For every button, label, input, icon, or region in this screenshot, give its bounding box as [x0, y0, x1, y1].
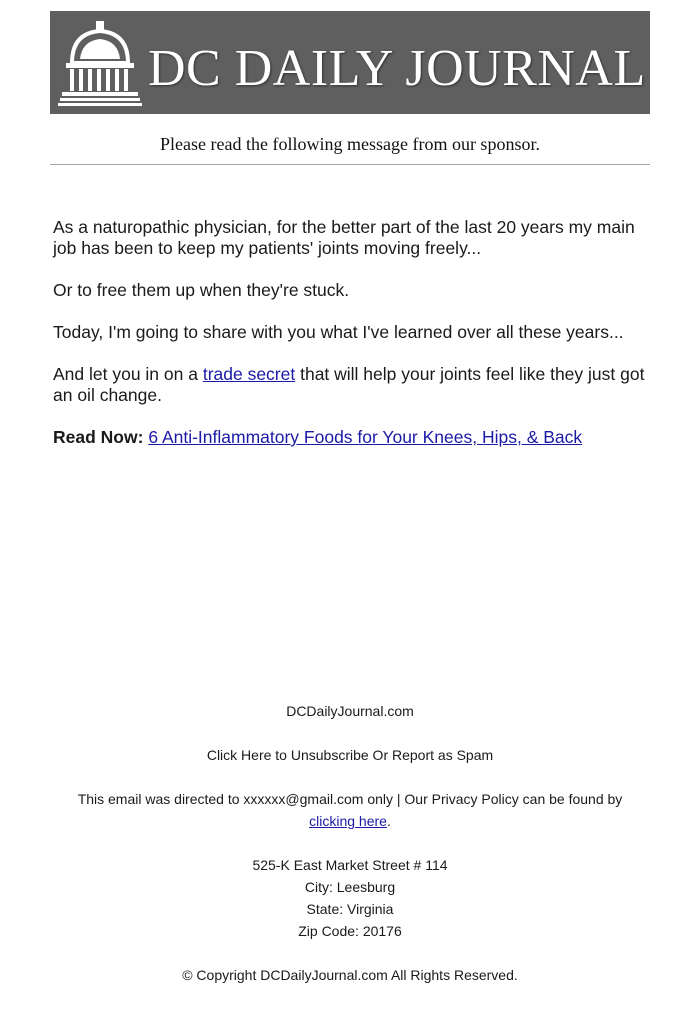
capitol-dome-icon — [58, 19, 142, 109]
privacy-link[interactable]: clicking here — [309, 813, 387, 829]
article-body — [53, 217, 653, 469]
address-line: 525-K East Market Street # 114 — [252, 857, 448, 873]
footer-site: DCDailyJournal.com — [286, 703, 414, 719]
footer-directed — [50, 788, 650, 832]
read-now — [53, 427, 653, 448]
footer-address — [50, 854, 650, 942]
sponsor-note: Please read the following message from our sponsor. — [160, 134, 540, 154]
copyright: © Copyright DCDailyJournal.com All Rights Reserved. — [182, 967, 518, 983]
zip-line: Zip Code: 20176 — [298, 923, 402, 939]
state-line: State: Virginia — [306, 901, 394, 917]
city-line: City: Leesburg — [304, 879, 396, 895]
masthead-title: DC DAILY JOURNAL — [148, 40, 646, 97]
unsubscribe-link[interactable]: Click Here to Unsubscribe Or Report as Spam — [206, 747, 494, 763]
privacy-period: . — [386, 813, 391, 829]
paragraph-4-after: that will help your joints feel like they just got an oil change. — [53, 364, 645, 405]
read-now-label: Read Now: — [53, 427, 144, 447]
directed-text: This email was directed to xxxxxx@gmail.com only | Our Privacy Policy can be found by — [77, 791, 623, 807]
paragraph-2: Or to free them up when they're stuck. — [53, 280, 350, 300]
trade-secret-link[interactable]: trade secret — [202, 364, 296, 384]
paragraph-4 — [53, 364, 653, 406]
header-banner — [50, 11, 650, 114]
paragraph-3: Today, I'm going to share with you what I've learned over all these years... — [53, 322, 624, 342]
divider — [50, 164, 650, 165]
read-now-link[interactable]: 6 Anti-Inflammatory Foods for Your Knees, Hips, & Back — [148, 427, 583, 447]
paragraph-4-before: And let you in on a — [53, 364, 203, 384]
paragraph-1: As a naturopathic physician, for the better part of the last 20 years my main job has been to keep my patients' joints moving freely... — [53, 217, 635, 258]
footer — [50, 700, 650, 1008]
